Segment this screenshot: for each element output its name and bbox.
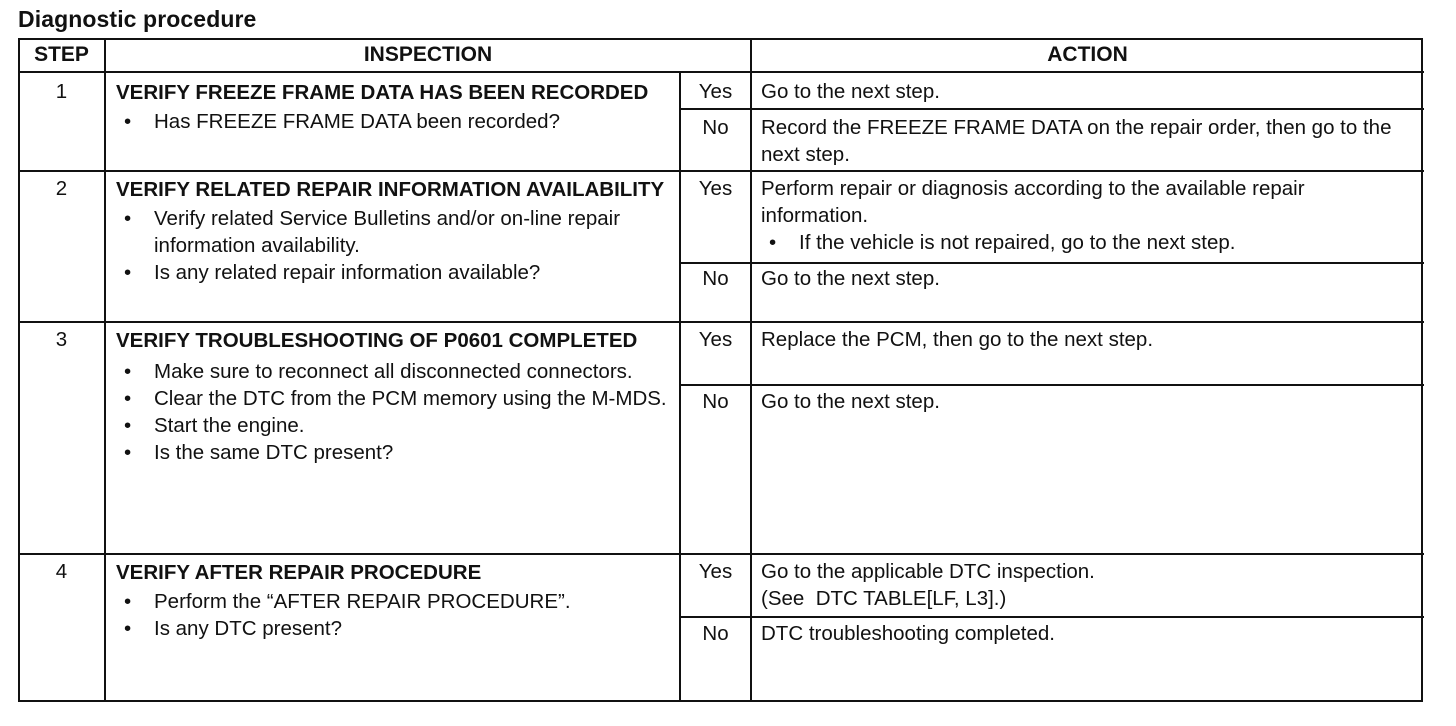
header-inspection: INSPECTION bbox=[363, 43, 493, 66]
yes-label-4: Yes bbox=[698, 560, 733, 583]
yes-label-3: Yes bbox=[698, 328, 733, 351]
no-action-1: Record the FREEZE FRAME DATA on the repair order, then go to the next step. bbox=[761, 116, 1392, 166]
step-number-2: 2 bbox=[55, 177, 68, 200]
no-label-3: No bbox=[702, 390, 729, 413]
inspection-bullet: • Is any DTC present? bbox=[116, 615, 676, 642]
yes-label-2: Yes bbox=[698, 177, 733, 200]
yes-label-1: Yes bbox=[698, 80, 733, 103]
header-step: STEP bbox=[34, 43, 89, 66]
yes-action-reference-4: (See DTC TABLE[LF, L3].) bbox=[761, 587, 1007, 610]
inspection-cell-4 bbox=[116, 558, 676, 642]
no-action-3: Go to the next step. bbox=[761, 390, 940, 413]
no-label-1: No bbox=[702, 116, 729, 139]
inspection-bullet: • Start the engine. bbox=[116, 412, 676, 439]
yes-action-text-4: Go to the applicable DTC inspection. bbox=[761, 560, 1095, 583]
inspection-bullet: • Clear the DTC from the PCM memory using the M-MDS. bbox=[116, 385, 676, 412]
header-action: ACTION bbox=[1047, 43, 1128, 66]
inspection-bullet: • Verify related Service Bulletins and/or on-line repair information availability. bbox=[116, 205, 676, 259]
page-title: Diagnostic procedure bbox=[18, 6, 257, 32]
no-action-2: Go to the next step. bbox=[761, 267, 940, 290]
inspection-bullet: • Is any related repair information available? bbox=[116, 259, 676, 286]
inspection-cell-3 bbox=[116, 326, 676, 466]
inspection-cell-2 bbox=[116, 175, 676, 286]
step-number-4: 4 bbox=[55, 560, 68, 583]
no-label-2: No bbox=[702, 267, 729, 290]
inspection-bullet: • Perform the “AFTER REPAIR PROCEDURE”. bbox=[116, 588, 676, 615]
yes-action-1: Go to the next step. bbox=[761, 80, 940, 103]
inspection-bullet: • Is the same DTC present? bbox=[116, 439, 676, 466]
inspection-bullet: • Make sure to reconnect all disconnected connectors. bbox=[116, 358, 676, 385]
inspection-heading-4: VERIFY AFTER REPAIR PROCEDURE bbox=[116, 561, 482, 584]
inspection-heading-1: VERIFY FREEZE FRAME DATA HAS BEEN RECORDED bbox=[116, 81, 649, 104]
no-action-4: DTC troubleshooting completed. bbox=[761, 622, 1055, 645]
step-number-1: 1 bbox=[55, 80, 68, 103]
yes-action-text-2: Perform repair or diagnosis according to the available repair information. bbox=[761, 177, 1305, 227]
inspection-cell-1 bbox=[116, 78, 676, 135]
no-label-4: No bbox=[702, 622, 729, 645]
yes-action-4 bbox=[761, 558, 1401, 612]
inspection-bullet: • Has FREEZE FRAME DATA been recorded? bbox=[116, 108, 676, 135]
action-bullet: • If the vehicle is not repaired, go to the next step. bbox=[761, 229, 1401, 256]
yes-action-2 bbox=[761, 175, 1401, 256]
yes-action-3: Replace the PCM, then go to the next step. bbox=[761, 328, 1154, 351]
step-number-3: 3 bbox=[55, 328, 68, 351]
inspection-heading-3: VERIFY TROUBLESHOOTING OF P0601 COMPLETED bbox=[116, 329, 638, 352]
inspection-heading-2: VERIFY RELATED REPAIR INFORMATION AVAILABILITY bbox=[116, 178, 665, 201]
